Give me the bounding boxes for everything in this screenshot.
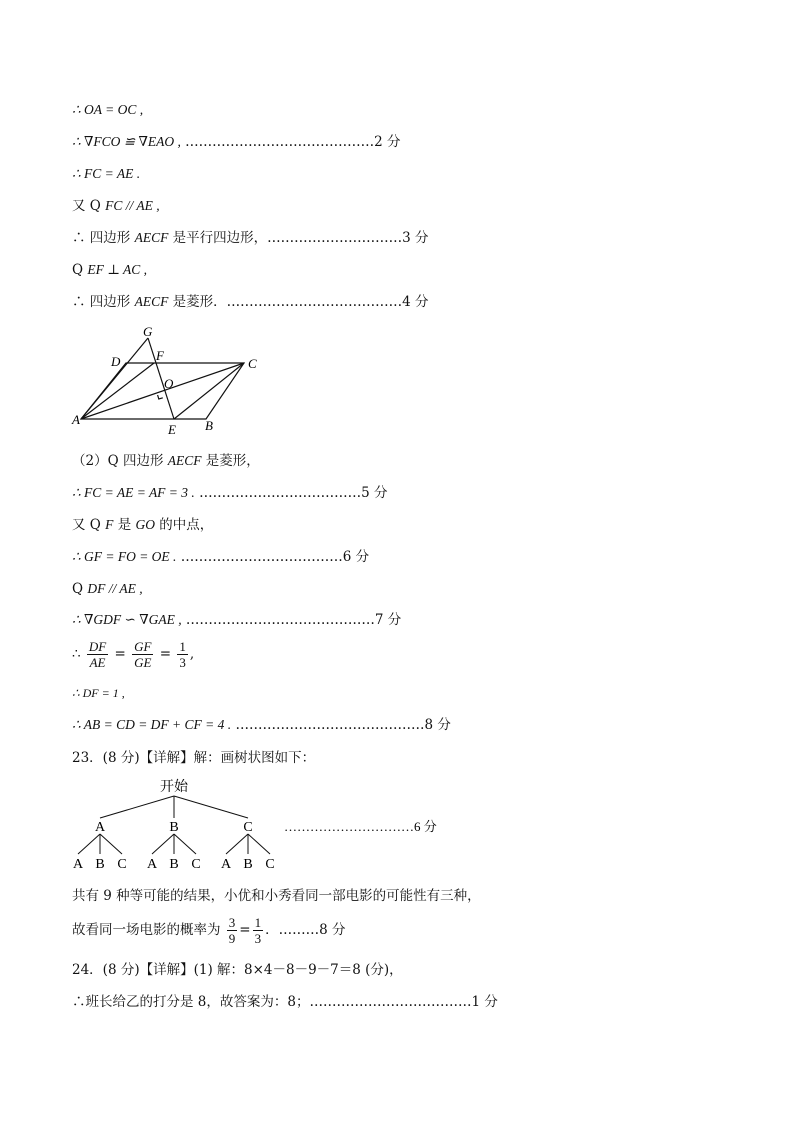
proof-line-9-math: ∴ FC = AE = AF = 3 . <box>72 485 195 500</box>
tree-leaf-7: B <box>243 857 253 872</box>
proof-line-12-math: DF // AE , <box>87 581 143 596</box>
label-E: E <box>168 422 176 437</box>
proof-line-16 <box>72 716 451 734</box>
proof-line-1: ∴ OA = OC , <box>72 102 144 117</box>
proof-line-4-math: FC // AE , <box>105 198 160 213</box>
fraction-three-ninths <box>227 915 238 946</box>
line-AF <box>81 363 154 419</box>
probability-prefix: 故看同一场电影的概率为 <box>72 922 225 938</box>
label-A: A <box>72 412 80 427</box>
fraction-one-third-b-numerator: 1 <box>254 915 262 930</box>
proof-line-14-prefix: ∴ <box>72 646 85 662</box>
fraction-df-ae-numerator: DF <box>88 639 107 654</box>
fraction-one-third-denominator: 3 <box>179 655 186 670</box>
tree-level1-2: C <box>243 820 253 835</box>
proof-line-6-prefix: Q <box>72 262 88 278</box>
tree-root: 开始 <box>160 780 188 795</box>
label-F: F <box>156 348 164 363</box>
fraction-gf-ge-denominator: GE <box>134 655 152 670</box>
proof-line-7 <box>72 293 429 311</box>
question-24-answer: ∴班长给乙的打分是 8，故答案为：8；………………………………1 分 <box>72 994 498 1010</box>
proof-line-11-math: ∴ GF = FO = OE . <box>72 549 177 564</box>
question-24-heading: 24．(8 分)【详解】(1) 解：8×4－8－9－7＝8 (分)， <box>72 962 403 978</box>
proof-line-7-math: AECF <box>134 294 169 309</box>
question-23-heading: 23．(8 分)【详解】解：画树状图如下： <box>72 750 316 766</box>
label-B: B <box>205 418 213 433</box>
tree-leaf-8: C <box>265 857 275 872</box>
proof-line-5 <box>72 229 429 247</box>
proof-line-10-suffix: 的中点， <box>155 517 214 533</box>
proof-line-14 <box>72 639 194 670</box>
fraction-three-ninths-numerator: 3 <box>228 915 236 930</box>
proof-line-12-prefix: Q <box>72 581 88 597</box>
right-angle-mark <box>158 395 163 399</box>
proof-line-2-score: ……………………………………2 分 <box>180 134 401 150</box>
proof-line-10-prefix: 又 Q <box>72 517 106 533</box>
proof-line-7-text: 是菱形．…………………………………4 分 <box>168 294 429 310</box>
fraction-df-ae <box>87 639 108 670</box>
proof-line-10-math-go: GO <box>135 517 155 532</box>
label-G: G <box>143 324 153 339</box>
proof-line-9 <box>72 484 387 502</box>
proof-line-11-score: ………………………………6 分 <box>176 549 370 565</box>
tree-leaf-4: B <box>169 857 179 872</box>
tree-leaf-3: A <box>146 857 158 872</box>
rhombus-figure <box>66 318 266 438</box>
proof-line-13 <box>72 611 401 629</box>
fraction-gf-ge <box>132 639 153 670</box>
label-D: D <box>111 354 121 369</box>
fraction-one-third-b <box>253 915 264 946</box>
fraction-one-third-numerator: 1 <box>179 639 186 654</box>
probability-equals: = <box>239 922 251 938</box>
tree-level1-1: B <box>169 820 179 835</box>
fraction-three-ninths-denominator: 9 <box>228 931 236 946</box>
proof-line-16-score: ……………………………………8 分 <box>231 717 451 733</box>
tree-leaf-6: A <box>220 857 232 872</box>
label-C: C <box>248 356 257 371</box>
proof-line-11 <box>72 548 369 566</box>
proof-line-14-equals-2: = <box>155 646 176 662</box>
tree-diagram <box>62 774 482 874</box>
label-O: O <box>164 376 174 391</box>
tree-level1-0: A <box>94 820 106 835</box>
proof-line-2 <box>72 133 401 151</box>
proof-line-12 <box>72 580 143 598</box>
proof-line-8-text: 是菱形， <box>201 453 260 469</box>
line-EC <box>174 363 244 419</box>
probability-score: ．………8 分 <box>265 922 346 938</box>
proof-line-15: ∴ DF = 1 , <box>72 686 125 700</box>
proof-line-14-equals-1: = <box>110 646 131 662</box>
proof-line-5-prefix: ∴ 四边形 <box>72 230 135 246</box>
proof-line-10 <box>72 516 213 534</box>
fraction-one-third-b-denominator: 3 <box>254 931 262 946</box>
question-23-result: 共有 9 种等可能的结果，小优和小秀看同一部电影的可能性有三种， <box>72 888 481 904</box>
tree-leaf-5: C <box>191 857 201 872</box>
tree-leaf-2: C <box>117 857 127 872</box>
proof-line-5-math: AECF <box>134 230 169 245</box>
fraction-df-ae-denominator: AE <box>89 655 106 670</box>
proof-line-9-score: ………………………………5 分 <box>194 485 388 501</box>
proof-line-8-math: AECF <box>167 453 202 468</box>
proof-line-14-comma: , <box>189 646 195 662</box>
proof-line-6-math: EF ⊥ AC , <box>87 262 148 277</box>
proof-line-4 <box>72 197 160 215</box>
line-AG <box>81 338 148 419</box>
proof-line-4-prefix: 又 Q <box>72 198 106 214</box>
proof-line-5-text: 是平行四边形，…………………………3 分 <box>168 230 429 246</box>
proof-line-13-score: ……………………………………7 分 <box>181 612 402 628</box>
tree-leaf-1: B <box>95 857 105 872</box>
tree-leaf-0: A <box>72 857 84 872</box>
proof-line-8 <box>72 452 260 470</box>
proof-line-8-prefix: （2）Q 四边形 <box>72 453 168 469</box>
tree-score: …………………………6 分 <box>284 819 437 834</box>
proof-line-3: ∴ FC = AE . <box>72 166 141 181</box>
proof-line-10-text: 是 <box>113 517 136 533</box>
fraction-one-third <box>177 639 188 670</box>
proof-line-7-prefix: ∴ 四边形 <box>72 294 135 310</box>
proof-line-2-math: ∴ ∇FCO ≌ ∇EAO , <box>72 134 181 149</box>
question-23-probability <box>72 915 346 946</box>
proof-line-10-math-f: F <box>105 517 114 532</box>
diagonal-AC <box>81 363 244 419</box>
proof-line-6 <box>72 261 147 279</box>
proof-line-13-math: ∴ ∇GDF ∽ ∇GAE , <box>72 612 182 627</box>
fraction-gf-ge-numerator: GF <box>134 639 152 654</box>
proof-line-16-math: ∴ AB = CD = DF + CF = 4 . <box>72 717 232 732</box>
